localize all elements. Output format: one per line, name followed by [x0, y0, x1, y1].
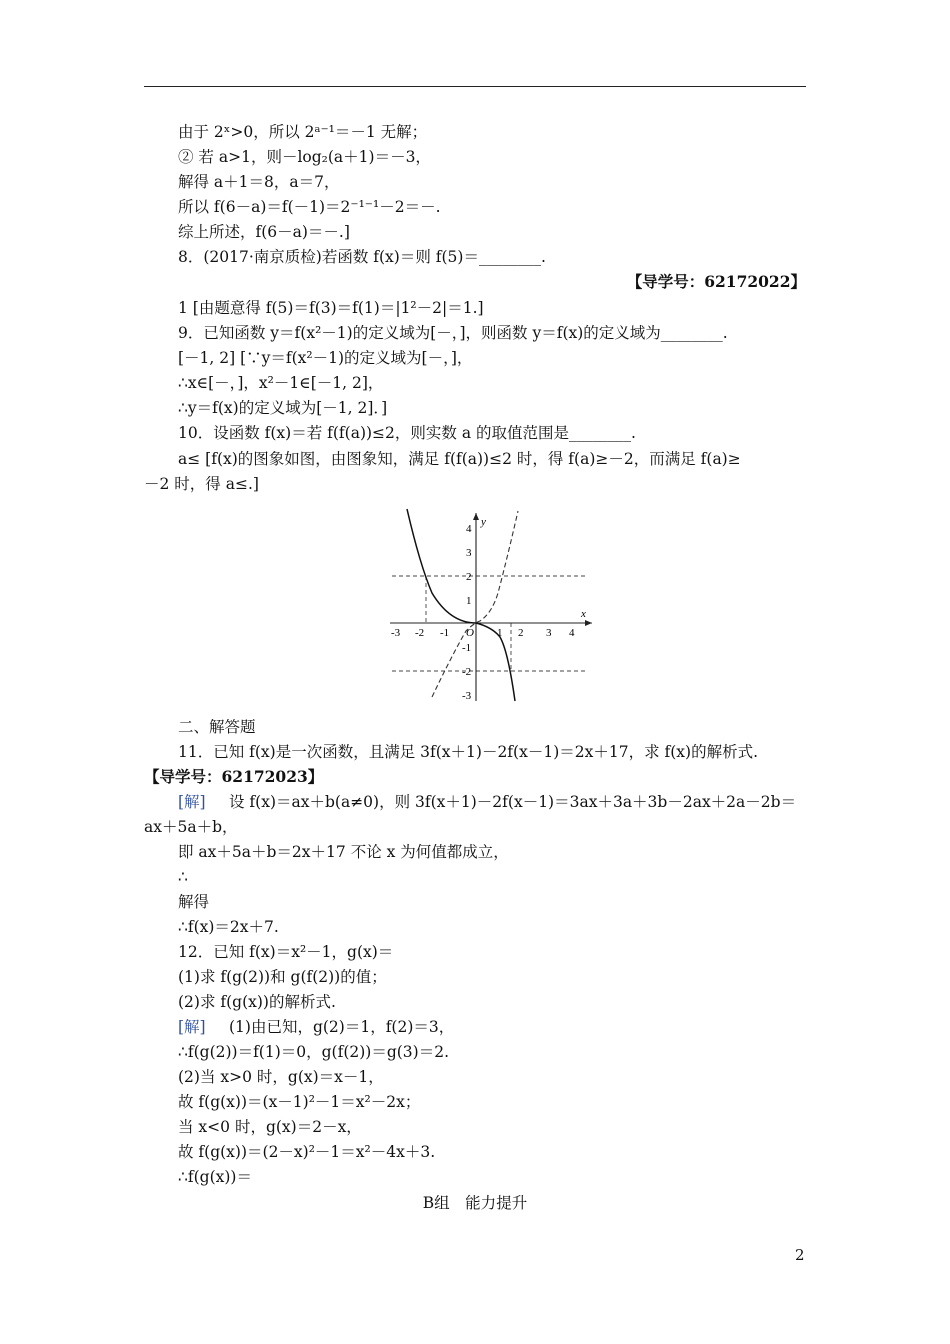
y-tick: 1	[466, 595, 472, 607]
text-line: (1)求 f(g(2))和 g(f(2))的值；	[178, 968, 387, 986]
text-line: (2)当 x>0 时，g(x)＝x－1，	[178, 1068, 384, 1086]
header-rule	[144, 86, 806, 87]
x-tick: 2	[518, 627, 524, 639]
page-number: 2	[795, 1246, 805, 1264]
x-tick: 3	[546, 627, 552, 639]
text-line: ② 若 a>1，则－log₂(a＋1)＝－3，	[178, 148, 431, 166]
answer-10: a≤ [f(x)的图象如图，由图象知，满足 f(f(a))≤2 时，得 f(a)≥－2，而满足 f(a)≥	[178, 450, 741, 468]
x-tick: 1	[497, 627, 503, 639]
text-line: 故 f(g(x))＝(x－1)²－1＝x²－2x；	[178, 1093, 421, 1111]
text-line: 设 f(x)＝ax＋b(a≠0)，则 3f(x＋1)－2f(x－1)＝3ax＋3a＋3b－2ax＋2a－2b＝	[229, 793, 797, 811]
x-tick: 4	[569, 627, 575, 639]
y-tick: -1	[462, 642, 472, 654]
y-axis-label: y	[481, 516, 486, 528]
question-11: 11．已知 f(x)是一次函数，且满足 3f(x＋1)－2f(x－1)＝2x＋17，求 f(x)的解析式.	[178, 743, 758, 761]
text-line: ∴f(x)＝2x＋7.	[178, 918, 279, 936]
dashed-curve	[432, 511, 518, 697]
text-line: ∴y＝f(x)的定义域为[－1, 2]．]	[178, 399, 388, 417]
text-line: 解得	[178, 893, 210, 911]
x-tick: -2	[415, 627, 425, 639]
text-line: ∴x∈[－，]，x²－1∈[－1, 2]，	[178, 374, 384, 392]
x-tick: -1	[440, 627, 450, 639]
text-line: 综上所述，f(6－a)＝－.]	[178, 223, 350, 241]
question-8: 8．(2017·南京质检)若函数 f(x)＝则 f(5)＝________.	[178, 248, 546, 266]
section-heading: 二、解答题	[178, 718, 256, 736]
origin-label: O	[466, 627, 474, 639]
x-axis-label: x	[581, 608, 586, 620]
y-tick: 4	[466, 523, 472, 535]
question-9: 9．已知函数 y＝f(x²－1)的定义域为[－，]，则函数 y＝f(x)的定义域为________.	[178, 324, 728, 342]
text-line: ∴f(g(x))＝	[178, 1168, 252, 1186]
text-line: 所以 f(6－a)＝f(－1)＝2⁻¹⁻¹－2＝－.	[178, 198, 441, 216]
guide-number: 【导学号：62172022】	[626, 272, 806, 291]
text-line: 故 f(g(x))＝(2－x)²－1＝x²－4x＋3.	[178, 1143, 436, 1161]
guide-number: 【导学号：62172023】	[144, 767, 324, 786]
text-line: 当 x<0 时，g(x)＝2－x，	[178, 1118, 362, 1136]
text-line: (2)求 f(g(x))的解析式.	[178, 993, 336, 1011]
text-line: 由于 2ˣ>0，所以 2ᵃ⁻¹＝－1 无解；	[178, 123, 428, 141]
x-tick: -3	[391, 627, 401, 639]
solid-curve	[407, 509, 515, 701]
text-line: 即 ax＋5a＋b＝2x＋17 不论 x 为何值都成立，	[178, 843, 509, 861]
text-line: ∴f(g(2))＝f(1)＝0，g(f(2))＝g(3)＝2.	[178, 1043, 450, 1061]
answer-9: [－1, 2] [∵y＝f(x²－1)的定义域为[－，]，	[178, 349, 473, 367]
solution-tag: [解]	[178, 1018, 206, 1036]
text-line: －2 时，得 a≤.]	[144, 475, 259, 493]
y-tick: 3	[466, 547, 472, 559]
function-graph	[380, 505, 600, 705]
section-heading: B组 能力提升	[422, 1194, 528, 1212]
y-tick: -2	[462, 666, 472, 678]
solution-tag: [解]	[178, 793, 206, 811]
question-10: 10．设函数 f(x)＝若 f(f(a))≤2，则实数 a 的取值范围是________.	[178, 424, 636, 442]
answer-8: 1 [由题意得 f(5)＝f(3)＝f(1)＝|1²－2|＝1.]	[178, 299, 484, 317]
y-tick: 2	[466, 571, 472, 583]
text-line: (1)由已知，g(2)＝1，f(2)＝3，	[229, 1018, 455, 1036]
text-line: ax＋5a＋b，	[144, 818, 238, 836]
y-tick: -3	[462, 690, 472, 702]
question-12: 12．已知 f(x)＝x²－1，g(x)＝	[178, 943, 394, 961]
text-line: ∴	[178, 868, 188, 886]
text-line: 解得 a＋1＝8，a＝7，	[178, 173, 340, 191]
